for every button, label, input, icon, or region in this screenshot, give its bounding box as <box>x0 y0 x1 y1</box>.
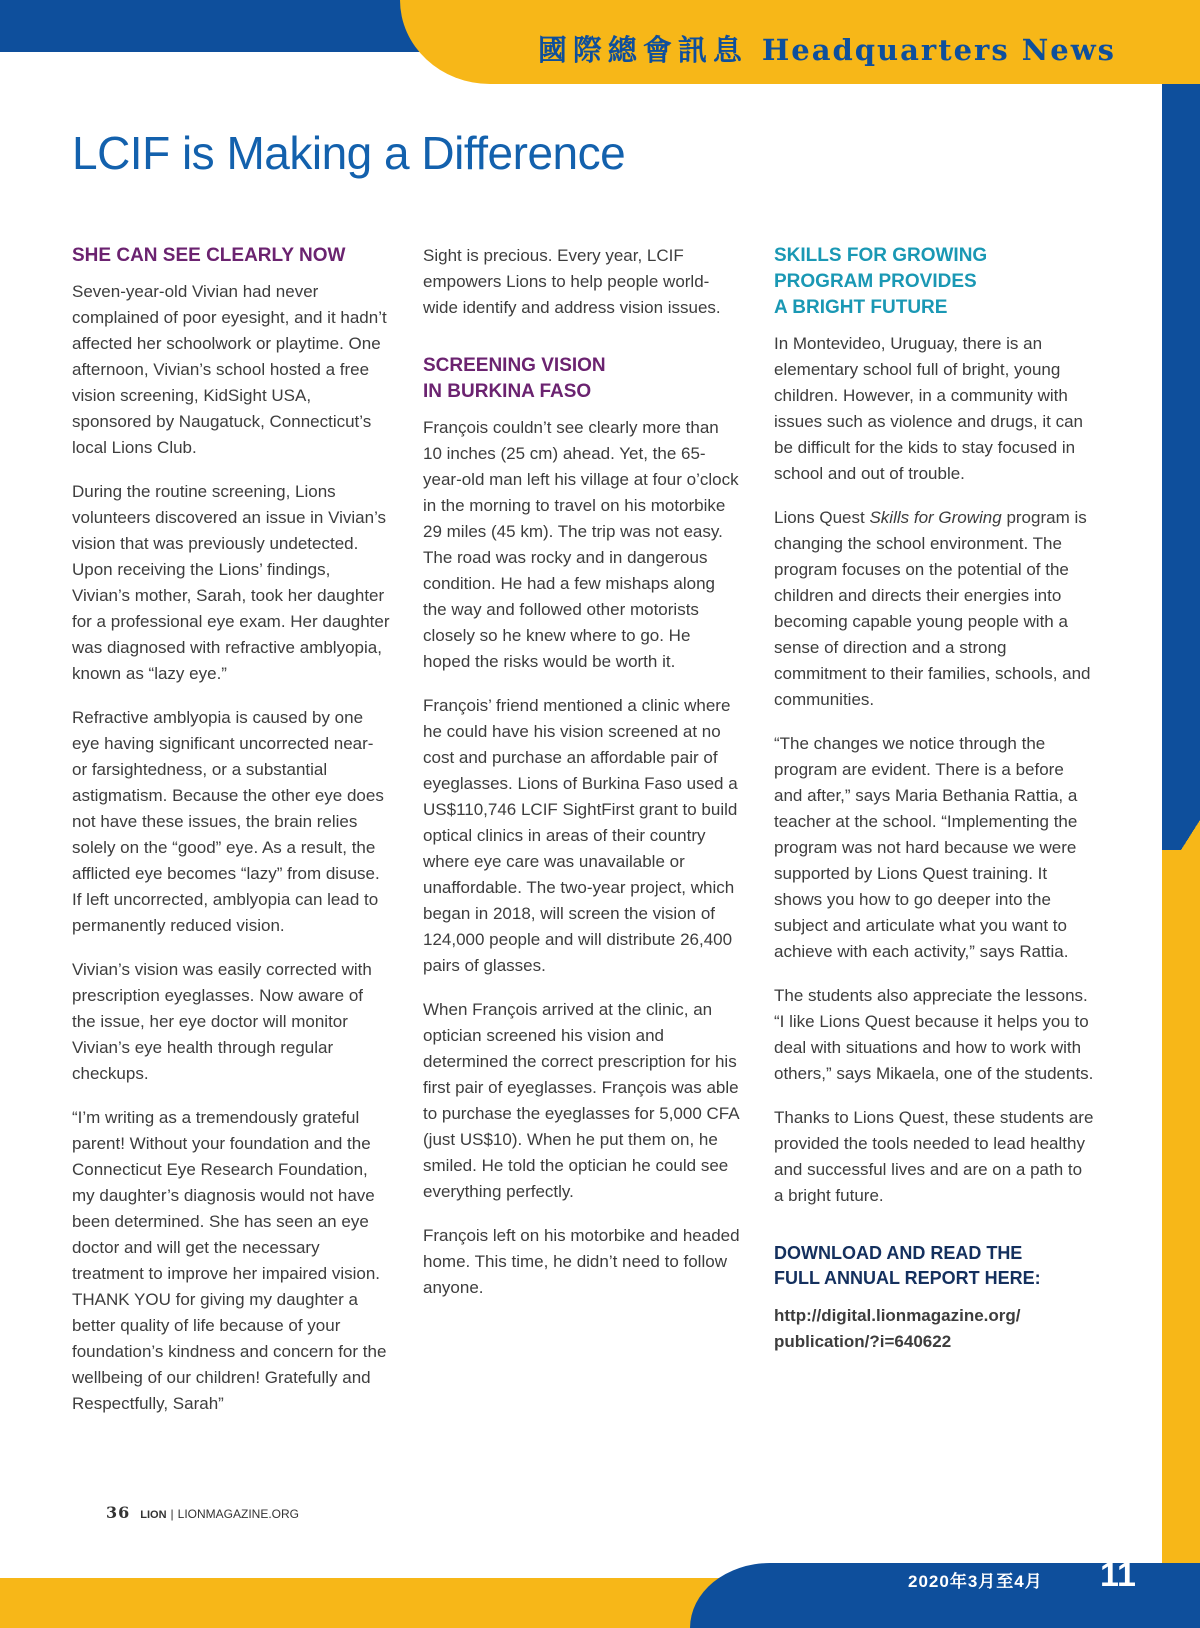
paragraph: Vivian’s vision was easily corrected with prescription eyeglasses. Now aware of the issue, her eye doctor will monitor Vivian’s eye health through regular checkups. <box>72 960 372 1083</box>
column-2 <box>423 243 741 1319</box>
heading-line: SCREENING VISION <box>423 355 606 376</box>
column-3 <box>774 243 1094 1373</box>
heading-line: PROGRAM PROVIDES <box>774 271 977 292</box>
section-heading-see-clearly: SHE CAN SEE CLEARLY NOW <box>72 245 346 266</box>
text: Lions Quest <box>774 508 870 527</box>
magazine-site: LIONMAGAZINE.ORG <box>177 1507 300 1521</box>
page-title: LCIF is Making a Difference <box>72 127 626 179</box>
header-english-title: Headquarters News <box>761 33 1116 67</box>
footer-yellow-band <box>0 1578 720 1628</box>
heading-line: SKILLS FOR GROWING <box>774 245 988 266</box>
download-heading <box>774 1241 1094 1291</box>
section-heading-burkina-faso <box>423 353 741 405</box>
footer-credit <box>106 1503 299 1522</box>
column-1 <box>72 243 390 1435</box>
paragraph: During the routine screening, Lions volunteers discovered an issue in Vivian’s vision that was previously undetected. Upon receiving the Lions’ findings, Vivian’s mother, Sarah, took her daughter for a professional eye exam. Her daughter was diagnosed with refractive amblyopia, known as “lazy eye.” <box>72 482 390 683</box>
heading-line: DOWNLOAD AND READ THE <box>774 1243 1023 1263</box>
paragraph: Refractive amblyopia is caused by one eye having significant uncorrected near- or farsightedness, or a substantial astigmatism. Because the other eye does not have these issues, the brain relies solely on the “good” eye. As a result, the afflicted eye becomes “lazy” from disuse. If left uncorrected, amblyopia can lead to permanently reduced vision. <box>72 708 384 935</box>
annual-report-link[interactable] <box>774 1303 1094 1355</box>
paragraph <box>774 505 1094 713</box>
page-number: 11 <box>1100 1556 1136 1594</box>
original-page-number: 36 <box>106 1503 131 1522</box>
heading-line: FULL ANNUAL REPORT HERE: <box>774 1268 1041 1288</box>
header-chinese-title: 國際總會訊息 <box>537 33 748 67</box>
paragraph: “The changes we notice through the program are evident. There is a before and after,” says Maria Bethania Rattia, a teacher at the school. “Implementing the program was not hard because we were supported by Lions Quest training. It shows you how to go deeper into the subject and articulate what you want to achieve with each activity,” says Rattia. <box>774 734 1078 961</box>
paragraph: François left on his motorbike and headed home. This time, he didn’t need to follow anyone. <box>423 1226 740 1297</box>
paragraph: François couldn’t see clearly more than 10 inches (25 cm) ahead. Yet, the 65-year-old man left his village at four o’clock in the morning to travel on his motorbike 29 miles (45 km). The trip was not easy. The road was rocky and in dangerous condition. He had a few mishaps along the way and followed other motorists closely so he knew where to go. He hoped the risks would be worth it. <box>423 418 739 671</box>
program-name: Skills for Growing <box>869 508 1002 527</box>
link-line[interactable]: http://digital.lionmagazine.org/ <box>774 1306 1021 1325</box>
heading-line: A BRIGHT FUTURE <box>774 297 948 318</box>
paragraph: Seven-year-old Vivian had never complained of poor eyesight, and it hadn’t affected her schoolwork or playtime. One afternoon, Vivian’s school hosted a free vision screening, KidSight USA, sponsored by Naugatuck, Connecticut’s local Lions Club. <box>72 282 387 457</box>
spacer <box>774 1227 1094 1241</box>
issue-date: 2020年3月至4月 <box>908 1572 1043 1591</box>
right-edge-yellow-band <box>1162 850 1200 1570</box>
paragraph: In Montevideo, Uruguay, there is an elementary school full of bright, young children. However, in a community with issues such as violence and drugs, it can be difficult for the kids to stay focused in school and out of trouble. <box>774 334 1084 483</box>
right-edge-blue-band <box>1162 84 1200 864</box>
header-blue-band <box>0 0 440 52</box>
magazine-brand: LION <box>140 1509 167 1521</box>
paragraph: The students also appreciate the lessons. “I like Lions Quest because it helps you to deal with situations and how to work with others,” says Mikaela, one of the students. <box>774 986 1094 1083</box>
quote-paragraph: “I’m writing as a tremendously grateful parent! Without your foundation and the Connecticut Eye Research Foundation, my daughter’s diagnosis would not have been determined. She has seen an eye doctor and will get the necessary treatment to improve her impaired vision. THANK YOU for giving my daughter a better quality of life because of your foundation’s kindness and concern for the wellbeing of our children! Gratefully and Respectfully, Sarah” <box>72 1108 387 1413</box>
section-heading-skills-for-growing <box>774 243 1094 321</box>
section-header <box>538 28 1116 69</box>
spacer <box>423 339 741 353</box>
paragraph: Sight is precious. Every year, LCIF empowers Lions to help people world-wide identify and address vision issues. <box>423 246 721 317</box>
separator: | <box>170 1507 174 1521</box>
paragraph: François’ friend mentioned a clinic where he could have his vision screened at no cost and purchase an affordable pair of eyeglasses. Lions of Burkina Faso used a US$110,746 LCIF SightFirst grant to build optical clinics in areas of their country where eye care was unavailable or unaffordable. The two-year project, which began in 2018, will screen the vision of 124,000 people and will distribute 26,400 pairs of glasses. <box>423 696 738 975</box>
text: program is changing the school environment. The program focuses on the potential of the children and directs their energies into becoming capable young people with a sense of direction and a strong commitment to their families, schools, and communities. <box>774 508 1091 709</box>
link-line[interactable]: publication/?i=640622 <box>774 1332 952 1351</box>
paragraph: When François arrived at the clinic, an optician screened his vision and determined the correct prescription for his first pair of eyeglasses. François was able to purchase the eyeglasses for 5,000 CFA (just US$10). When he put them on, he smiled. He told the optician he could see everything perfectly. <box>423 1000 739 1201</box>
paragraph: Thanks to Lions Quest, these students are provided the tools needed to lead healthy and successful lives and are on a path to a bright future. <box>774 1108 1094 1205</box>
heading-line: IN BURKINA FASO <box>423 381 592 402</box>
